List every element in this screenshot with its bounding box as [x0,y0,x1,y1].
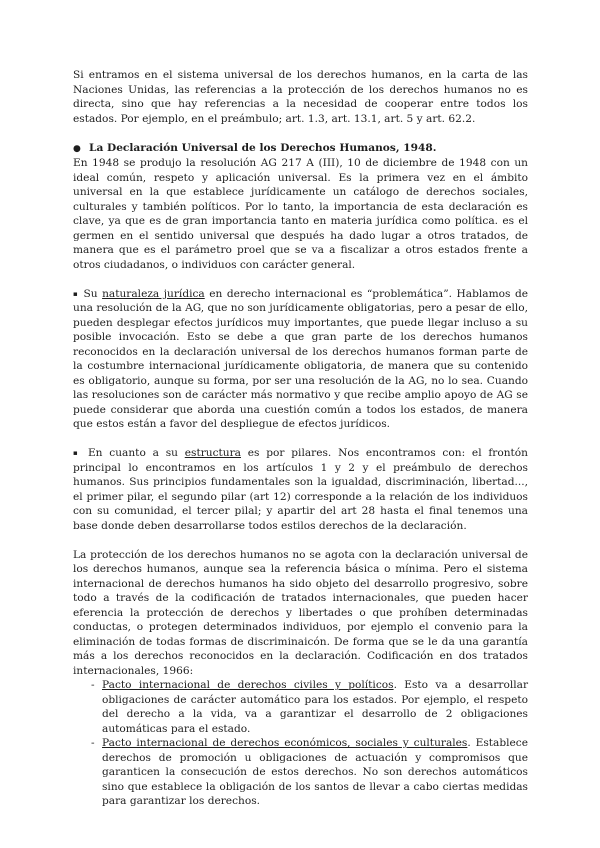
treaty-title: Pacto internacional de derechos civiles y políticos [102,679,394,691]
spacer [73,272,528,287]
dash-marker: - [91,679,95,691]
list-item: - Pacto internacional de derechos civiles y políticos. Esto va a desarrollar obligaciones de carácter automático para los estados. Por ejemplo, el respeto del derecho a la vida, va a garantizar el desarrollo de 2 obligaciones automáticas para el estado. [91,679,529,735]
declaration-paragraph: En 1948 se produjo la resolución AG 217 A (III), 10 de diciembre de 1948 con un ideal común, respeto y aplicación universal. Es la primera vez en el ámbito universal en la que establece jurídicamente un catálogo de derechos sociales, culturales y también políticos. Por lo tanto, la importancia de esta declaración es clave, ya que es de gran importancia tanto en materia jurídica como política. es el germen en el sentido universal que después ha dado lugar a otros tratados, de manera que es el parámetro proel que se va a fiscalizar a otros estados frente a otros ciudadanos, o individuos con carácter general. [73,157,528,271]
spacer [73,432,528,447]
treaty-title: Pacto internacional de derechos económicos, sociales y culturales [102,737,468,749]
structure-paragraph: ▪ En cuanto a su estructura es por pilares. Nos encontramos con: el frontón principal lo encontramos en los artículos 1 y 2 y el preámbulo de derechos humanos. Sus principios fundamentales son la igualdad, discriminación, libertad..., el primer pilar, el segundo pilar (art 12) corresponde a la relación de los individuos con su comunidad, el tercer pilal; y apartir del art 28 hasta el final tenemos una base donde deben desarrollarse todos estilos derechos de la declaración. [73,447,529,532]
intro-paragraph: Si entramos en el sistema universal de los derechos humanos, en la carta de las Naciones Unidas, las referencias a la protección de los derechos humanos no es directa, sino que hay referencias a la necesidad de cooperar entre todos los estados. Por ejemplo, en el preámbulo; art. 1.3, art. 13.1, art. 5 y art. 62.2. [73,69,528,125]
document-page [73,68,528,809]
dash-marker: - [91,737,95,749]
nature-paragraph: ▪ Su naturaleza jurídica en derecho internacional es “problemática”. Hablamos de una resolución de la AG, que no son jurídicamente obligatorias, pero a pesar de ello, pueden desplegar efectos jurídicos muy importantes, que puede llegar incluso a su posible invocación. Esto se debe a que gran parte de los derechos humanos reconocidos en la declaración universal de los derechos humanos forman parte de la costumbre internacional jurídicamente obligatoria, de manera que su contenido es obligatorio, aunque su forma, por ser una resolución de la AG, no lo sea. Cuando las resoluciones son de carácter más normativo y que recibe amplio apoyo de AG se puede considerar que aborda una cuestión común a todos los estados, de manera que estos están a favor del despliegue de efectos jurídicos. [73,287,529,430]
spacer [73,533,528,548]
nature-term: naturaleza jurídica [102,287,205,300]
treaty-list [73,678,528,809]
bullet-dot-icon: ● [73,143,81,154]
structure-term: estructura [184,447,241,459]
spacer [73,126,528,141]
section-heading [73,141,528,157]
protection-paragraph: La protección de los derechos humanos no se agota con la declaración universal de los derechos humanos, aunque sea la referencia básica o mínima. Pero el sistema internacional de derechos humanos ha sido objeto del desarrollo progresivo, sobre todo a través de la codificación de tratados internacionales, que pueden hacer eferencia la protección de derechos y libertades o que prohíben determinadas conductas, o protegen determinados individuos, por ejemplo el convenio para la eliminación de todas formas de discriminaicón. De forma que se le da una garantía más a los derechos reconocidos en la declaración. Codificación en dos tratados internacionales, 1966: [73,548,528,677]
square-bullet-icon: ▪ [73,449,82,457]
square-bullet-icon: ▪ [73,289,79,298]
list-item: - Pacto internacional de derechos económicos, sociales y culturales. Establece derechos de promoción u obligaciones de actuación y compromisos que garanticen la consecución de estos derechos. No son derechos automáticos sino que establece la obligación de los santos de llevar a cabo ciertas medidas para garantizar los derechos. [91,737,528,807]
section-heading-text: La Declaración Universal de los Derechos Humanos, 1948. [89,141,437,154]
